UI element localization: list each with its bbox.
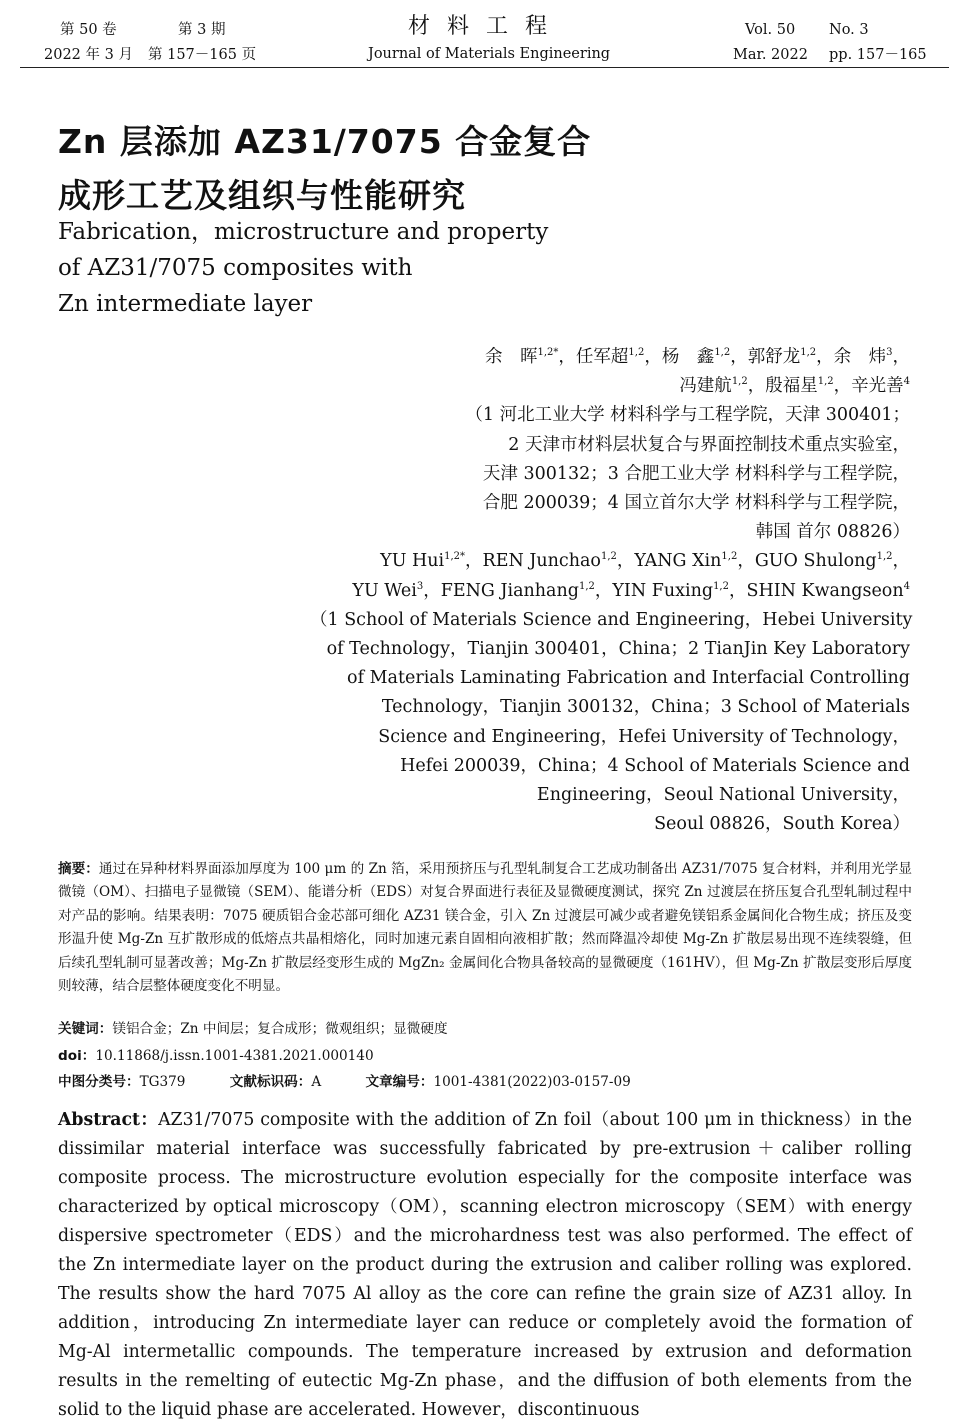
author-name: 杨 鑫 — [661, 347, 715, 367]
abstract-en-text: AZ31/7075 composite with the addition of Zn foil（about 100 μm in thickness）in the dissimilar material interface was successfully fabricated by pre-extrusion＋caliber rolling composite process. The microstructure evolution especially for the composite interface was characterized by optical microscopy（OM），scanning electron microscopy（SEM）with energy dispersive spectrometer（EDS）and the microhardness test was also performed. The effect of the Zn intermediate layer on the product during the extrusion and caliber rolling was explored. The results show the hard 7075 Al alloy as the core can refine the grain size of AZ31 alloy. In addition，introducing Zn intermediate layer can reduce or completely avoid the formation of Mg-Al intermetallic compounds. The temperature increased by extrusion and deformation results in the remelting of eutectic Mg-Zn phase，and the diffusion of both elements from the solid to the liquid phase are accelerated. However，discontinuous — [58, 1110, 912, 1420]
author-affiliation-mark: 1,2 — [817, 376, 834, 388]
author-affiliation-mark: 1,2 — [800, 347, 817, 358]
affiliation-line: （1 河北工业大学 材料科学与工程学院，天津 300401； — [465, 405, 910, 426]
affiliation-line: 天津 300132；3 合肥工业大学 材料科学与工程学院， — [482, 463, 910, 484]
title-cn-line: 成形工艺及组织与性能研究 — [58, 176, 466, 215]
affiliations-cn — [310, 401, 910, 547]
title-en-line: Zn intermediate layer — [58, 291, 313, 317]
authors-cn-line — [310, 372, 910, 401]
author-affiliation-mark: 1,2 — [721, 551, 738, 563]
volume-cn: 第 50 卷 — [60, 22, 117, 38]
art-value: 1001-4381(2022)03-0157-09 — [433, 1074, 631, 1090]
author-affiliation-mark: 1,2 — [578, 580, 595, 592]
abstract-cn-label: 摘要： — [58, 861, 99, 877]
doi-label: doi： — [58, 1048, 96, 1064]
author-name: 余 炜 — [833, 347, 887, 367]
title-en-line: Fabrication，microstructure and property — [58, 219, 549, 245]
affiliation-line: Science and Engineering，Hefei University of Technology， — [378, 726, 910, 747]
affiliation-line: of Materials Laminating Fabrication and Interfacial Controlling — [347, 668, 910, 689]
affiliation-line: 韩国 首尔 08826） — [755, 522, 910, 543]
author-name: 余 晖 — [485, 347, 538, 367]
author-affiliation-mark: 4 — [903, 580, 910, 592]
affiliation-line: Engineering，Seoul National University， — [536, 785, 910, 806]
art-label: 文章编号： — [365, 1074, 434, 1090]
author-name: SHIN Kwangseon — [746, 580, 904, 601]
author-name: REN Junchao — [482, 551, 601, 572]
author-affiliation-mark: 1,2 — [628, 347, 645, 358]
abstract-cn-text: 通过在异种材料界面添加厚度为 100 μm 的 Zn 箔，采用预挤压与孔型轧制复合工艺成功制备出 AZ31/7075 复合材料，并利用光学显微镜（OM）、扫描电子显微镜（SEM）、能谱分析（EDS）对复合界面进行表征及显微硬度测试，探究 Zn 过渡层在挤压复合孔型轧制过程中对产品的影响。结果表明：7075 硬质铝合金芯部可细化 AZ31 镁合金，引入 Zn 过渡层可减少或者避免镁铝系金属间化合物生成；挤压及变形温升使 Mg-Zn 互扩散形成的低熔点共晶相熔化，同时加速元素自固相向液相扩散；然而降温冷却使 Mg-Zn 扩散层易出现不连续裂缝，但后续孔型轧制可显著改善；Mg-Zn 扩散层经变形生成的 MgZn₂ 金属间化合物具备较高的显微硬度（161HV），但 Mg-Zn 扩散层变形后厚度则较薄，结合层整体硬度变化不明显。 — [58, 861, 912, 995]
author-block — [310, 343, 913, 839]
abstract-en-label: Abstract： — [58, 1110, 159, 1130]
running-header — [0, 0, 968, 70]
author-separator: ， — [892, 551, 910, 572]
article-number — [365, 1071, 630, 1094]
doc-value: A — [311, 1074, 322, 1090]
journal-name-en: Journal of Materials Engineering — [368, 46, 611, 62]
author-separator: ， — [594, 580, 613, 601]
keywords-text: 镁铝合金；Zn 中间层；复合成形；微观组织；显微硬度 — [112, 1021, 448, 1037]
author-affiliation-mark: 3 — [416, 580, 424, 592]
author-separator: ， — [747, 376, 766, 397]
author-affiliation-mark: 1,2* — [537, 347, 559, 358]
abstract-chinese — [58, 858, 912, 998]
header-rule — [20, 67, 949, 68]
author-separator: ， — [892, 347, 910, 367]
affiliation-line: Seoul 08826，South Korea） — [654, 814, 910, 835]
affiliation-line: Hefei 200039，China；4 School of Materials Science and — [400, 755, 910, 776]
author-affiliation-mark: 1,2 — [600, 551, 617, 563]
author-name: YANG Xin — [634, 551, 722, 572]
date-en: Mar. 2022 — [733, 47, 808, 63]
keywords-label: 关键词： — [58, 1021, 113, 1037]
clc-code — [58, 1071, 185, 1094]
affiliation-line: Technology，Tianjin 300132，China；3 School of Materials — [381, 697, 910, 718]
author-affiliation-mark: 1,2* — [444, 551, 466, 563]
affiliation-line: （1 School of Materials Science and Engineering，Hebei University — [310, 609, 913, 630]
author-name: 辛光善 — [851, 376, 904, 397]
pages-cn: 第 157－165 页 — [148, 47, 257, 63]
author-name: GUO Shulong — [754, 551, 877, 572]
authors-cn-line — [310, 343, 910, 372]
author-affiliation-mark: 1,2 — [713, 580, 729, 592]
date-cn: 2022 年 3 月 — [44, 47, 133, 63]
document-code — [230, 1071, 321, 1094]
issue-cn: 第 3 期 — [178, 22, 226, 38]
classification — [58, 1071, 671, 1094]
journal-name-cn: 材料工程 — [408, 14, 565, 39]
author-separator: ， — [616, 551, 635, 572]
affiliation-line: 合肥 200039；4 国立首尔大学 材料科学与工程学院， — [482, 493, 910, 514]
authors-en-line — [310, 577, 910, 606]
author-name: YU Wei — [352, 580, 417, 601]
author-separator: ， — [558, 347, 576, 367]
author-separator: ， — [833, 376, 852, 397]
author-separator: ， — [423, 580, 441, 601]
keywords — [58, 1018, 448, 1041]
title-english — [58, 214, 618, 322]
issue-en: No. 3 — [829, 22, 869, 38]
author-affiliation-mark: 1,2 — [714, 347, 731, 358]
doc-label: 文献标识码： — [229, 1074, 312, 1090]
clc-value: TG379 — [139, 1074, 186, 1090]
author-name: 殷福星 — [765, 376, 818, 397]
author-affiliation-mark: 3 — [886, 347, 893, 358]
title-cn-line: Zn 层添加 AZ31/7075 合金复合 — [58, 122, 592, 161]
author-separator: ， — [644, 347, 662, 367]
author-name: 任军超 — [575, 347, 629, 367]
affiliation-line: of Technology，Tianjin 300401，China；2 TianJin Key Laboratory — [326, 639, 910, 660]
abstract-english — [58, 1106, 912, 1425]
doi-link[interactable]: 10.11868/j.issn.1001-4381.2021.000140 — [95, 1048, 374, 1064]
title-chinese — [58, 115, 658, 223]
author-separator: ， — [730, 347, 748, 367]
author-affiliation-mark: 4 — [903, 376, 910, 388]
affiliations-en — [310, 606, 913, 840]
clc-label: 中图分类号： — [58, 1074, 140, 1090]
author-separator: ， — [465, 551, 483, 572]
volume-en: Vol. 50 — [745, 22, 796, 38]
authors-en-line — [310, 547, 910, 576]
author-separator: ， — [737, 551, 755, 572]
author-name: 郭舒龙 — [747, 347, 801, 367]
author-separator: ， — [816, 347, 834, 367]
pages-en: pp. 157－165 — [829, 47, 927, 63]
author-name: YIN Fuxing — [612, 580, 714, 601]
author-name: FENG Jianhang — [440, 580, 579, 601]
title-en-line: of AZ31/7075 composites with — [58, 255, 413, 281]
author-affiliation-mark: 1,2 — [876, 551, 893, 563]
author-separator: ， — [728, 580, 747, 601]
affiliation-line: 2 天津市材料层状复合与界面控制技术重点实验室， — [508, 434, 910, 455]
doi — [58, 1045, 374, 1068]
author-affiliation-mark: 1,2 — [731, 376, 748, 388]
author-name: YU Hui — [380, 551, 445, 572]
author-name: 冯建航 — [679, 376, 732, 397]
